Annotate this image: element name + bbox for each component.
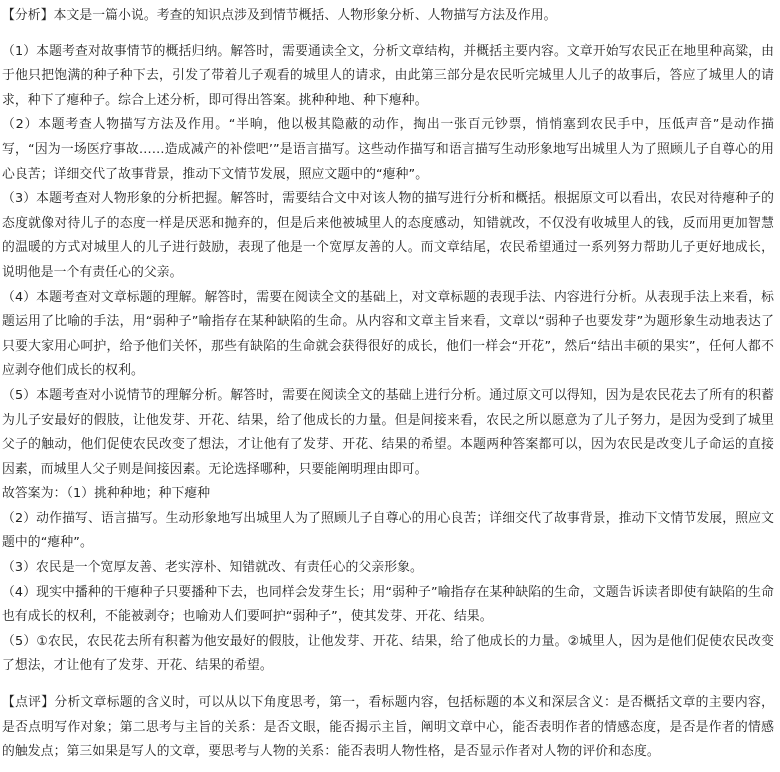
spacer — [2, 29, 774, 40]
answer-item-5: （5）①农民，农民花去所有积蓄为他安最好的假肢，让他发芽、开花、结果，给了他成长的力量。②城里人，因为是他们促使农民改变了想法，才让他有了发芽、开花、结果的希望。 — [2, 633, 774, 674]
answer-item-4: （4）现实中播种的干瘪种子只要播种下去，也同样会发芽生长；用“弱种子”喻指存在某种缺陷的生命，文题告诉读者即使有缺陷的生命也有成长的权利，不能被剥夺；也喻劝人们要呵护“弱种子”，使其发芽、开花、结果。 — [2, 584, 774, 625]
analysis-item-2: （2）本题考查人物描写方法及作用。“半晌，他以极其隐蔽的动作，掏出一张百元钞票，悄悄塞到农民手中，压低声音”是动作描写，“因为一场医疗事故……造成减产的补偿吧’”是语言描写。这些动作描写和语言描写生动形象地写出城里人为了照顾儿子自尊心的用心良苦；详细交代了故事背景，推动下文情节发展，照应文题中的“瘪种”。 — [2, 117, 774, 182]
comment-paragraph: 【点评】分析文章标题的含义时，可以从以下角度思考，第一，看标题内容，包括标题的本义和深层含义：是否概括文章的主要内容，是否点明写作对象；第二思考与主旨的关系：是否文眼，能否揭示主旨，阐明文章中心，能否表明作者的情感态度，是否是作者的情感的触发点；第三如果是写人的文章，要思考与人物的关系：能否表明人物性格，是否显示作者对人物的评价和态度。 — [2, 695, 774, 760]
answer-item-2: （2）动作描写、语言描写。生动形象地写出城里人为了照顾儿子自尊心的用心良苦；详细交代了故事背景，推动下文情节发展，照应文题中的“瘪种”。 — [2, 510, 774, 551]
analysis-item-4: （4）本题考查对文章标题的理解。解答时，需要在阅读全文的基础上，对文章标题的表现手法、内容进行分析。从表现手法上来看，标题运用了比喻的手法，用“弱种子”喻指存在某种缺陷的生命。从内容和文章主旨来看，文章以“弱种子也要发芽”为题形象生动地表达了只要大家用心呵护，给予他们关怀，那些有缺陷的生命就会获得很好的成长，他们一样会“开花”，然后“结出丰硕的果实”，任何人都不应剥夺他们成长的权利。 — [2, 289, 774, 379]
analysis-item-3: （3）本题考查对人物形象的分析把握。解答时，需要结合文中对该人物的描写进行分析和概括。根据原文可以看出，农民对待瘪种子的态度就像对待儿子的态度一样是厌恶和抛弃的，但是后来他被城里人的态度感动，知错就改，不仅没有收城里人的钱，反而用更加智慧的温暖的方式对城里人的儿子进行鼓励，表现了他是一个宽厚友善的人。而文章结尾，农民希望通过一系列努力帮助儿子更好地成长，说明他是一个有责任心的父亲。 — [2, 191, 774, 280]
analysis-item-1: （1）本题考查对故事情节的概括归纳。解答时，需要通读全文，分析文章结构，并概括主要内容。文章开始写农民正在地里种高粱，由于他只把饱满的种子种下去，引发了带着儿子观看的城里人的请求，由此第三部分是农民听完城里人儿子的故事后，答应了城里人的请求，种下了瘪种子。综合上述分析，即可得出答案。挑种种地、种下瘪种。 — [2, 43, 774, 108]
answer-item-1: 故答案为：（1）挑种种地；种下瘪种 — [2, 486, 211, 502]
analysis-item-5: （5）本题考查对小说情节的理解分析。解答时，需要在阅读全文的基础上进行分析。通过原文可以得知，因为是农民花去了所有的积蓄为儿子安最好的假肢，让他发芽、开花、结果，给了他成长的力量。但是间接来看，农民之所以愿意为了儿子努力，是因为受到了城里父子的触动，他们促使农民改变了想法，才让他有了发芽、开花、结果的希望。本题两种答案都可以，因为农民是改变儿子命运的直接因素，而城里人父子则是间接因素。无论选择哪种，只要能阐明理由即可。 — [2, 387, 774, 477]
spacer — [2, 679, 774, 691]
answer-item-3: （3）农民是一个宽厚友善、老实淳朴、知错就改、有责任心的父亲形象。 — [2, 560, 423, 576]
analysis-intro: 【分析】本文是一篇小说。考查的知识点涉及到情节概括、人物形象分析、人物描写方法及作用。 — [2, 8, 557, 23]
